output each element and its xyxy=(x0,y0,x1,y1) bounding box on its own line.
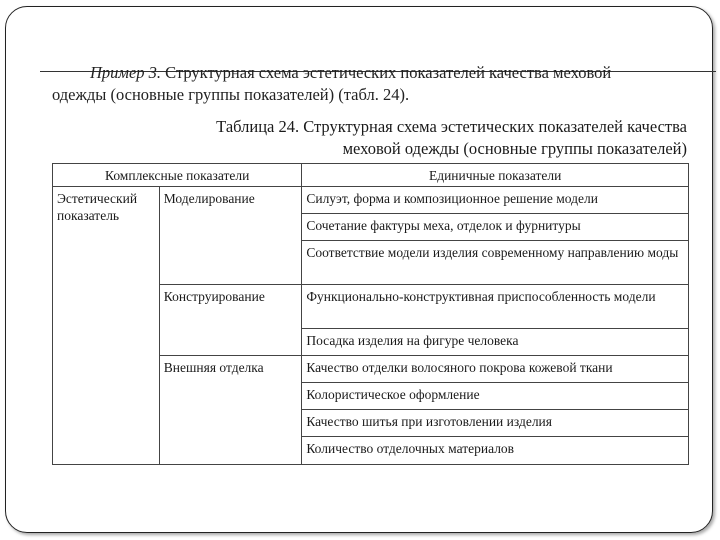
indicator-cell: Функционально-конструктивная приспособленность модели xyxy=(302,285,689,329)
indicator-cell: Сочетание фактуры меха, отделок и фурнитуры xyxy=(302,214,689,241)
table-header-row xyxy=(53,164,689,187)
indicator-cell: Количество отделочных материалов xyxy=(302,437,689,465)
indicator-cell: Качество отделки волосяного покрова кожевой ткани xyxy=(302,356,689,383)
indicator-cell: Качество шитья при изготовлении изделия xyxy=(302,410,689,437)
indicator-cell: Колористическое оформление xyxy=(302,383,689,410)
header-complex: Комплексные показатели xyxy=(53,164,302,187)
group-label: Эстетический показатель xyxy=(53,187,160,465)
indicator-cell: Силуэт, форма и композиционное решение модели xyxy=(302,187,689,214)
indicator-cell: Посадка изделия на фигуре человека xyxy=(302,329,689,356)
caption-line-2: меховой одежды (основные группы показателей) xyxy=(342,139,687,158)
header-single: Единичные показатели xyxy=(302,164,689,187)
subgroup-label: Внешняя отделка xyxy=(159,356,302,465)
indicators-table xyxy=(52,163,689,465)
indicator-cell: Соответствие модели изделия современному направлению моды xyxy=(302,241,689,285)
subgroup-label: Моделирование xyxy=(159,187,302,285)
intro-line-2: одежды (основные группы показателей) (табл. 24). xyxy=(52,85,410,104)
caption-line-1: Таблица 24. Структурная схема эстетических показателей качества xyxy=(216,117,687,136)
intro-line-1: Структурная схема эстетических показателей качества меховой xyxy=(161,63,612,82)
table-row xyxy=(53,187,689,214)
subgroup-label: Конструирование xyxy=(159,285,302,356)
example-label: Пример 3. xyxy=(90,63,162,82)
table-caption xyxy=(150,116,687,160)
intro-paragraph xyxy=(52,62,692,106)
